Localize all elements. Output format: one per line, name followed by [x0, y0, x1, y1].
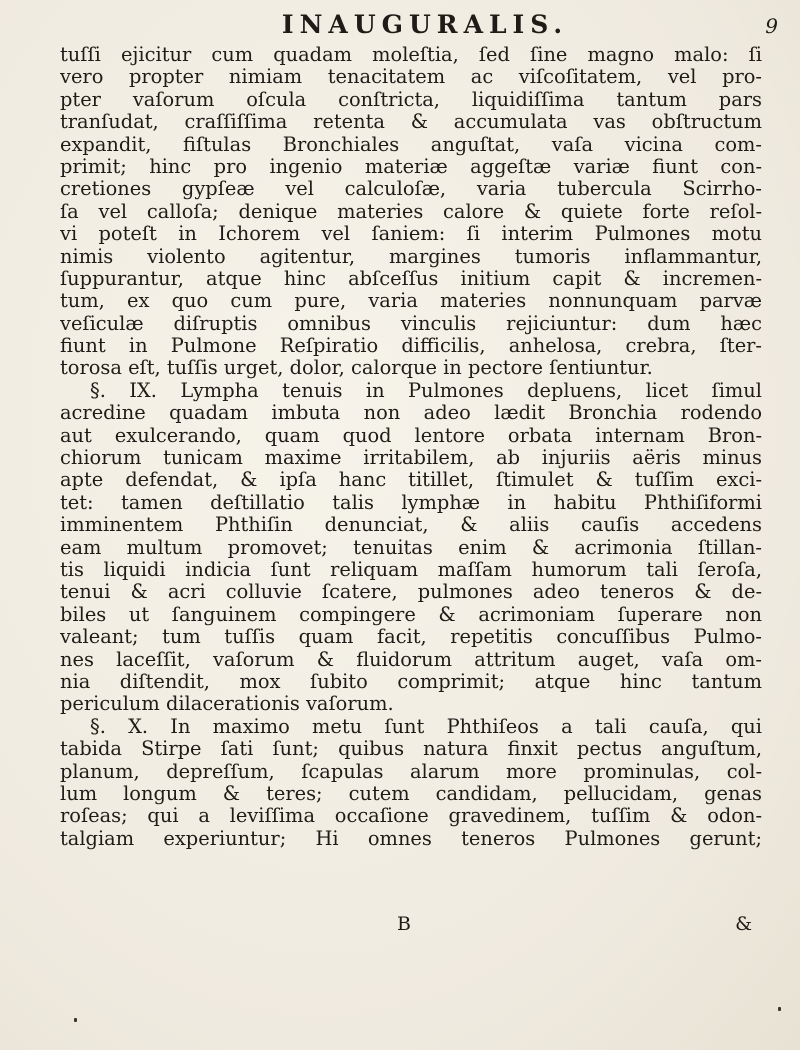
text-line: tuſſi ejicitur cum quadam moleſtia, ſed ſine magno malo: ſi — [60, 44, 762, 66]
text-line: nia diſtendit, mox ſubito comprimit; atque hinc tantum — [60, 670, 762, 693]
text-line: primit; hinc pro ingenio materiæ aggeſtæ variæ fiunt con- — [60, 155, 762, 178]
text-line: talgiam experiuntur; Hi omnes teneros Pulmones gerunt; — [60, 827, 762, 850]
page-footer — [60, 913, 762, 937]
text-line: valeant; tum tuſſis quam facit, repetitis concuſſibus Pulmo- — [60, 626, 762, 649]
text-line: roſeas; qui a leviſſima occaſione gravedinem, tuſſim & odon- — [60, 805, 762, 828]
text-line: vero propter nimiam tenacitatem ac viſcoſitatem, vel pro- — [60, 66, 762, 89]
running-head: INAUGURALIS. — [281, 10, 569, 39]
text-line: cretiones gypſeæ vel calculoſæ, varia tubercula Scirrho- — [60, 178, 762, 201]
section-heading-line: §. X. In maximo metu ſunt Phthiſeos a tali cauſa, qui — [90, 715, 762, 738]
text-line: vi poteſt in Ichorem vel ſaniem: ſi interim Pulmones motu — [60, 223, 762, 246]
text-line: tis liquidi indicia ſunt reliquam maſſam humorum tali ſeroſa, — [60, 558, 762, 581]
text-line: planum, depreſſum, ſcapulas alarum more prominulas, col- — [60, 760, 762, 783]
section-heading-line: §. IX. Lympha tenuis in Pulmones depluens, licet ſimul — [90, 379, 762, 402]
text-line: torosa eſt, tuſſis urget, dolor, calorque in pectore ſentiuntur. — [60, 357, 653, 380]
text-line: expandit, fiſtulas Bronchiales anguſtat, vaſa vicina com- — [60, 133, 762, 156]
text-line: biles ut ſanguinem compingere & acrimoniam ſuperare non — [60, 603, 762, 626]
text-line: lum longum & teres; cutem candidam, pellucidam, genas — [60, 782, 762, 805]
text-line: ſuppurantur, atque hinc abſceſſus initium capit & incremen- — [60, 267, 762, 290]
text-line: veſiculæ diſruptis omnibus vinculis rejiciuntur: dum hæc — [60, 312, 762, 335]
text-line: aut exulcerando, quam quod lentore orbata internam Bron- — [60, 424, 762, 447]
text-line: nes laceſſit, vaſorum & fluidorum attritum auget, vaſa om- — [60, 648, 762, 671]
text-line: pter vaſorum oſcula conſtricta, liquidiſſima tantum pars — [60, 88, 762, 111]
text-line: acredine quadam imbuta non adeo lædit Bronchia rodendo — [60, 402, 762, 425]
text-line: eam multum promovet; tenuitas enim & acrimonia ſtillan- — [60, 536, 762, 559]
catchword: & — [735, 913, 752, 935]
text-line: tabida Stirpe ſati ſunt; quibus natura finxit pectus anguſtum, — [60, 738, 762, 761]
page-number: 9 — [765, 14, 778, 38]
text-line: tenui & acri colluvie ſcatere, pulmones adeo teneros & de- — [60, 581, 762, 604]
text-line: fiunt in Pulmone Reſpiratio difficilis, anhelosa, crebra, ſter- — [60, 335, 762, 358]
text-line: chiorum tunicam maxime irritabilem, ab injuriis aëris minus — [60, 447, 762, 470]
text-line: periculum dilacerationis vaſorum. — [60, 693, 394, 716]
page-header — [60, 10, 790, 46]
text-line: imminentem Phthiſin denunciat, & aliis cauſis accedens — [60, 514, 762, 537]
ink-speck — [778, 1007, 781, 1011]
ink-speck — [74, 1018, 77, 1022]
body-text — [60, 44, 762, 850]
text-line: tet: tamen deſtillatio talis lymphæ in habitu Phthiſiformi — [60, 491, 762, 514]
text-line: tranſudat, craſſiſſima retenta & accumulata vas obſtructum — [60, 111, 762, 134]
text-line: apte defendat, & ipſa hanc titillet, ſtimulet & tuſſim exci- — [60, 469, 762, 492]
text-line: nimis violento agitentur, margines tumoris inflammantur, — [60, 245, 762, 268]
signature-mark: B — [396, 913, 411, 935]
text-line: ſa vel calloſa; denique materies calore & quiete forte reſol- — [60, 200, 762, 223]
text-line: tum, ex quo cum pure, varia materies nonnunquam parvæ — [60, 290, 762, 313]
